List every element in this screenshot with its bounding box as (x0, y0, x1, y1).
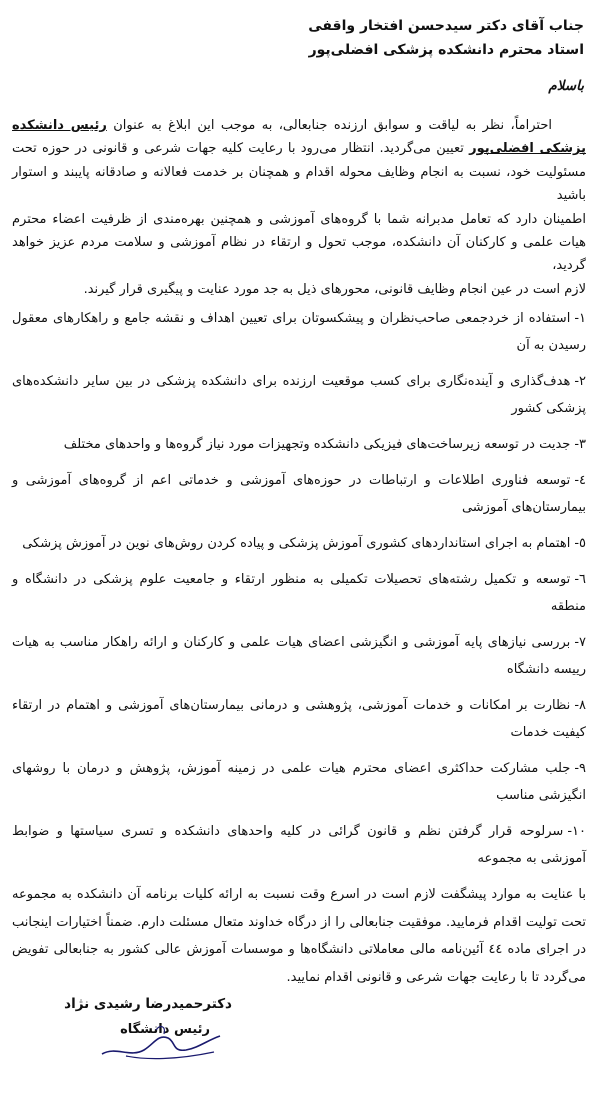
item-text: هدف‌گذاری و آینده‌نگاری برای کسب موقعیت ارزنده برای دانشکده پزشکی در بین سایر دانشکده‌های پزشکی کشور (12, 374, 586, 417)
item-text: سرلوحه قرار گرفتن نظم و قانون گرائی در کلیه واحدهای دانشکده و تسری سیاستها و ضوابط آموزشی به مجموعه (12, 824, 586, 867)
item-number: ۲- (574, 374, 586, 390)
list-item (12, 629, 586, 683)
signatory-title: رئیس دانشگاه (120, 1022, 210, 1037)
item-number: ۳- (574, 437, 586, 453)
item-text: توسعه فناوری اطلاعات و ارتباطات در حوزه‌های آموزشی و خدماتی اعم از گروه‌های آموزشی و بیمارستان‌های آموزشی (12, 473, 586, 516)
duties-intro: لازم است در عین انجام وظایف قانونی، محورهای ذیل به جد مورد عنایت و پیگیری قرار گیرند. (83, 281, 586, 297)
item-number: ٥- (574, 536, 586, 552)
item-text: اهتمام به اجرای استانداردهای کشوری آموزش پزشکی و پیاده کردن روش‌های نوین در آموزش پزشکی (22, 536, 571, 552)
recipient-position: استاد محترم دانشکده پزشکی افضلی‌پور (308, 42, 584, 58)
signature-block (64, 996, 238, 1066)
list-item (12, 530, 586, 557)
intro-paragraph (12, 114, 586, 208)
intro-text-end: تعیین می‌گردید. انتظار می‌رود با رعایت کلیه جهات شرعی و قانونی در حوزه تحت مسئولیت خود، نسبت به انجام وظایف محوله اقدام و همچنان بر خدمت فعالانه و صادقانه پایبند و استوار باشید (12, 141, 586, 204)
item-number: ٦- (574, 572, 586, 588)
list-item (12, 755, 586, 809)
item-number: ۹- (574, 761, 586, 777)
item-number: ۱- (574, 311, 586, 327)
item-text: بررسی نیازهای پایه آموزشی و انگیزشی اعضای هیات علمی و کارکنان و ارائه راهکار مناسب به هیات رییسه دانشگاه (12, 635, 586, 678)
letter-header (14, 14, 584, 62)
closing-paragraph: با عنایت به موارد پیشگفت لازم است در اسرع وقت نسبت به ارائه کلیات برنامه آن دانشکده به مجموعه تحت تولیت اقدام فرمایید. موفقیت جنابعالی را از درگاه خداوند متعال مسئلت دارم. ضمناً اختیارات اینجانب در اجرای ماده ٤٤ آئین‌نامه مالی معاملاتی دانشگاه‌ها و موسسات آموزش عالی کشور به جنابعالی تفویض می‌گردد تا با رعایت جهات شرعی و قانونی اقدام نمایید. (12, 887, 586, 985)
list-item (12, 467, 586, 521)
item-text: استفاده از خردجمعی صاحب‌نظران و پیشکسوتان برای تعیین اهداف و نقشه جامع و راهکارهای معقول رسیدن به آن (12, 311, 586, 354)
signatory-name: دکترحمیدرضا رشیدی نژاد (64, 996, 232, 1012)
item-number: ۱۰- (567, 824, 586, 840)
item-number: ٤- (574, 473, 586, 489)
intro-text-start: احتراماً، نظر به لیاقت و سوابق ارزنده جنابعالی، به موجب این ابلاغ به عنوان (106, 118, 552, 133)
list-item (12, 431, 586, 458)
appointed-title: رئیس دانشکده پزشکی افضلی‌پور (12, 118, 586, 157)
greeting: باسلام (548, 78, 584, 94)
item-number: ۸- (574, 698, 586, 714)
item-text: نظارت بر امکانات و خدمات آموزشی، پژوهشی و درمانی بیمارستان‌های آموزشی و اهتمام در ارتقاء کیفیت خدمات (12, 698, 586, 741)
item-number: ۷- (574, 635, 586, 651)
item-text: جدیت در توسعه زیرساخت‌های فیزیکی دانشکده وتجهیزات مورد نیاز گروه‌ها و واحدهای مختلف (63, 437, 571, 453)
list-item (12, 692, 586, 746)
list-item (12, 818, 586, 872)
list-item (12, 368, 586, 422)
recipient-name: جناب آقای دکتر سیدحسن افتخار واقفی (308, 18, 584, 34)
list-item (12, 305, 586, 359)
confidence-paragraph: اطمینان دارد که تعامل مدبرانه شما با گروه‌های آموزشی و همچنین بهره‌مندی از ظرفیت اعضاء محترم هیات علمی و کارکنان آن دانشکده، موجب تحول و ارتقاء در نظام آموزشی و سلامت مردم عزیز خواهد گردید، (12, 211, 586, 274)
item-text: توسعه و تکمیل رشته‌های تحصیلات تکمیلی به منظور ارتقاء و جامعیت علوم پزشکی در دانشگاه و منطقه (12, 572, 586, 615)
duties-list (12, 305, 586, 872)
list-item (12, 566, 586, 620)
letter-body (12, 114, 586, 991)
item-text: جلب مشارکت حداکثری اعضای محترم هیات علمی در زمینه آموزش، پژوهش و درمان با روشهای انگیزشی مناسب (12, 761, 586, 804)
handwritten-signature (96, 1016, 226, 1062)
